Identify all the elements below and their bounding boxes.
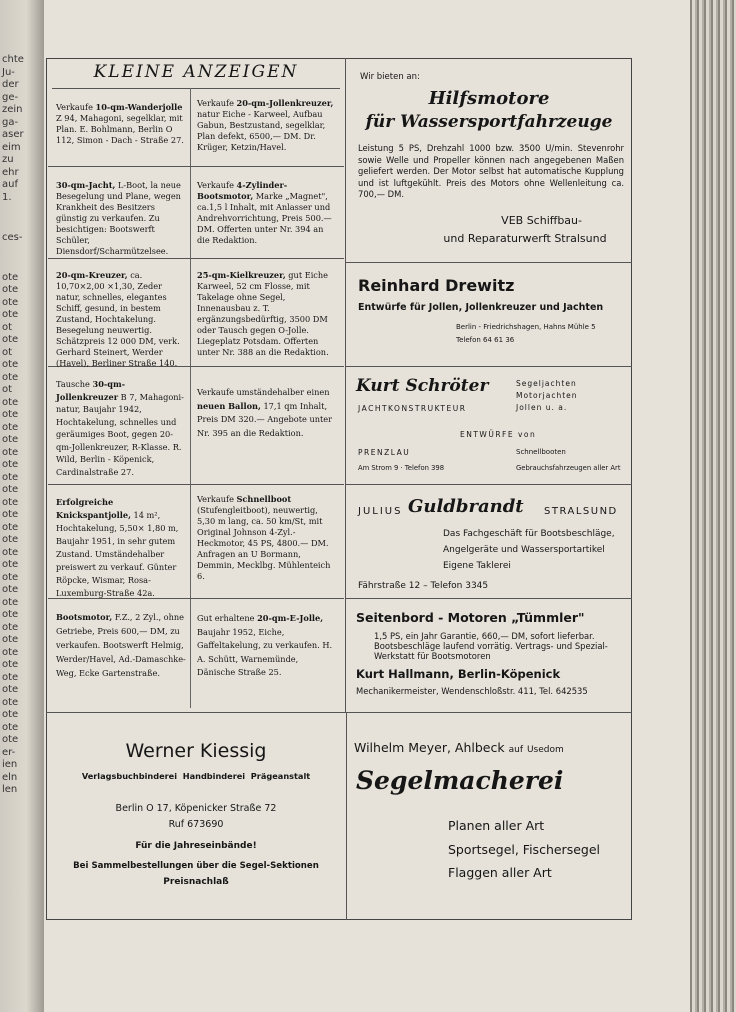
ad-headline: Segelmacherei bbox=[356, 766, 564, 795]
address: Fährstraße 12 – Telefon 3345 bbox=[358, 581, 489, 591]
classified-ad: 30-qm-Jacht, L-Boot, la neue Besegelung und Plane, wegen Krankheit des Besitzers günstig zu verkaufen. Zu besichtigen: Bootswerft Schüler, Diensdorf/Scharmützelsee. bbox=[56, 180, 181, 256]
classified-ad: Verkaufe umständehalber einen neuen Ballon, 17,1 qm Inhalt, Preis DM 320.— Angebote unter Nr. 395 an die Redaktion. bbox=[197, 387, 333, 438]
facing-page-word: ot bbox=[2, 384, 13, 395]
ad-body: 1,5 PS, ein Jahr Garantie, 660,— DM, sofort lieferbar. Bootsbeschläge laufend vorrätig. Vertrags- und Spezial-Werkstatt für Bootsmotoren bbox=[374, 631, 608, 661]
facing-page-word: ote bbox=[2, 646, 19, 658]
facing-page-word: ehr bbox=[2, 166, 19, 178]
company-name: Wilhelm Meyer, Ahlbeck auf Usedom bbox=[354, 740, 564, 755]
company-name: und Reparaturwerft Stralsund bbox=[443, 232, 607, 245]
classified-ad: Gut erhaltene 20-qm-E-Jolle, Baujahr 1952, Eiche, Gaffeltakelung, zu verkaufen. H. A. Schütt, Warnemünde, Dänische Straße 25. bbox=[197, 613, 333, 677]
facing-page-word: ote bbox=[2, 434, 19, 445]
facing-page-word: auf bbox=[2, 179, 18, 190]
facing-page-word: ote bbox=[2, 596, 19, 608]
ad-line: Flaggen aller Art bbox=[448, 865, 552, 880]
first-name: JULIUS bbox=[358, 506, 403, 517]
facing-page-word: ote bbox=[2, 621, 19, 633]
classified-ad: Erfolgreiche Knickspantjolle, 14 m², Hochtakelung, 5,50× 1,80 m, Baujahr 1951, in sehr gutem Zustand. Umständehalber preiswert zu verkauf. Günter Röpcke, Wismar, Rosa-Luxemburg-Straße 42a. bbox=[56, 497, 179, 598]
facing-page-word: ote bbox=[2, 634, 19, 645]
city: PRENZLAU bbox=[358, 448, 411, 457]
facing-page-word: ote bbox=[2, 584, 19, 595]
ad-headline: Hilfsmotore bbox=[428, 88, 550, 109]
facing-page-word: ote bbox=[2, 409, 19, 420]
company-name: Werner Kiessig bbox=[125, 740, 267, 762]
facing-page-word: ga- bbox=[2, 116, 19, 128]
ad-line: Für die Jahreseinbände! bbox=[135, 841, 257, 851]
facing-page-word: zu bbox=[2, 154, 14, 165]
offer-item: Segeljachten bbox=[516, 379, 577, 388]
ad-intro: Wir bieten an: bbox=[360, 72, 420, 82]
classified-ad: Verkaufe Schnellboot (Stufengleitboot), neuwertig, 5,30 m lang, ca. 50 km/St, mit Original Johnson 4-Zyl.-Heckmotor, 45 PS, 4800.— DM. Anfragen an U Bormann, Demmin, Mecklbg. Mühlenteich 6. bbox=[197, 494, 331, 581]
ad-line: Eigene Taklerei bbox=[443, 561, 511, 571]
ad-headline: Seitenbord - Motoren „Tümmler" bbox=[356, 610, 585, 625]
ad-line: Das Fachgeschäft für Bootsbeschläge, bbox=[443, 529, 615, 539]
facing-page-word: ote bbox=[2, 534, 19, 545]
classified-ad: Verkaufe 4-Zylinder-Bootsmotor, Marke „Magnet", ca.1,5 l Inhalt, mit Anlasser und Andrehvorrichtung, Preis 500.— DM. Offerten unter Nr. 394 an die Redaktion. bbox=[197, 180, 332, 245]
facing-page-word: chte bbox=[2, 54, 24, 65]
facing-page-word: Ju- bbox=[2, 66, 15, 78]
facing-page-word: ote bbox=[2, 459, 19, 470]
ad-tagline: Verlagsbuchbinderei Handbinderei Prägeanstalt bbox=[81, 771, 311, 781]
ad-line: Bei Sammelbestellungen über die Segel-Sektionen bbox=[73, 861, 319, 871]
offer-heading: ENTWÜRFE von bbox=[460, 430, 537, 439]
facing-page-word: ien bbox=[2, 759, 18, 770]
column-divider bbox=[346, 712, 347, 920]
classified-ad: Verkaufe 10-qm-Wanderjolle Z 94, Mahagoni, segelklar, mit Plan. E. Bohlmann, Berlin O 112, Simon - Dach - Straße 27. bbox=[56, 102, 184, 145]
facing-page-word: ot bbox=[2, 346, 13, 358]
facing-page-word: ote bbox=[2, 359, 19, 370]
facing-page-word: ot bbox=[2, 321, 13, 333]
company-name: Reinhard Drewitz bbox=[358, 276, 515, 295]
facing-page-edge bbox=[0, 0, 44, 1012]
offer-item: Schnellbooten bbox=[516, 448, 566, 456]
facing-page-word: ote bbox=[2, 296, 19, 308]
facing-page-word: ote bbox=[2, 421, 19, 433]
facing-page-word: ge- bbox=[2, 91, 19, 103]
facing-page-word: ote bbox=[2, 484, 19, 495]
divider bbox=[48, 484, 344, 485]
facing-page-word: ote bbox=[2, 271, 19, 283]
facing-page-word: ote bbox=[2, 571, 19, 583]
section-title: KLEINE ANZEIGEN bbox=[93, 62, 299, 82]
ad-headline: für Wassersportfahrzeuge bbox=[365, 112, 613, 132]
facing-page-word: ote bbox=[2, 521, 19, 533]
facing-page-word: zein bbox=[2, 104, 23, 115]
facing-page-word: ote bbox=[2, 509, 19, 520]
facing-page-word: ote bbox=[2, 396, 19, 408]
address: Am Strom 9 · Telefon 398 bbox=[358, 464, 445, 472]
facing-page-word: ote bbox=[2, 696, 19, 708]
facing-page-word: ote bbox=[2, 721, 19, 733]
facing-page-word: 1. bbox=[2, 191, 12, 203]
ad-tagline: Entwürfe für Jollen, Jollenkreuzer und Jachten bbox=[358, 302, 604, 313]
phone: Ruf 673690 bbox=[168, 819, 224, 830]
facing-page-word: ote bbox=[2, 496, 19, 508]
company-name: Kurt Schröter bbox=[356, 376, 489, 396]
divider bbox=[48, 258, 344, 259]
divider bbox=[346, 262, 632, 263]
facing-page-word: ote bbox=[2, 709, 19, 720]
facing-page-word: ote bbox=[2, 371, 19, 383]
divider bbox=[346, 598, 632, 599]
facing-page-word: ote bbox=[2, 734, 19, 745]
address: Berlin - Friedrichshagen, Hahns Mühle 5 bbox=[456, 323, 596, 331]
facing-page-word: er- bbox=[2, 746, 16, 758]
classified-ad: Tausche 30-qm-Jollenkreuzer B 7, Mahagoni-natur, Baujahr 1942, Hochtakelung, schnelles und geräumiges Boot, gegen 20-qm-Jollenkreuzer, R-Klasse. R. Wild, Berlin - Köpenick, Cardinalstraße 27. bbox=[56, 379, 184, 477]
divider bbox=[48, 166, 344, 167]
facing-page-word: eim bbox=[2, 141, 21, 153]
facing-page-word: ote bbox=[2, 334, 19, 345]
classified-ad: 20-qm-Kreuzer, ca. 10,70×2,00 ×1,30, Zeder natur, schnelles, elegantes Schiff, gesund, in bestem Zustand, Hochtakelung. Besegelung neuwertig. Schätzpreis 12 000 DM, verk. Gerhard Steinert, Werder (Havel), Berliner Straße 140. bbox=[56, 270, 180, 368]
facing-page-word: ote bbox=[2, 609, 19, 620]
facing-page-word: ote bbox=[2, 446, 19, 458]
facing-page-word: ote bbox=[2, 559, 19, 570]
company-name: Guldbrandt bbox=[408, 496, 524, 517]
facing-page-word: ote bbox=[2, 684, 19, 695]
ad-line: Planen aller Art bbox=[448, 818, 545, 833]
facing-page-word: ote bbox=[2, 546, 19, 558]
facing-page-word: len bbox=[2, 784, 18, 795]
facing-page-word: aser bbox=[2, 129, 24, 140]
offer-item: Motorjachten bbox=[516, 391, 578, 400]
facing-page-word: ces- bbox=[2, 231, 23, 243]
facing-page-word: ote bbox=[2, 671, 19, 683]
ad-line: Preisnachlaß bbox=[163, 877, 229, 887]
classified-ad: 25-qm-Kielkreuzer, gut Eiche Karweel, 52 cm Flosse, mit Takelage ohne Segel, Innenausbau z. T. ergänzungsbedürftig, 3500 DM oder Tausch gegen O-Jolle. Liegeplatz Potsdam. Offerten unter Nr. 388 an die Redaktion. bbox=[197, 270, 329, 357]
divider bbox=[52, 88, 340, 89]
ad-line: Sportsegel, Fischersegel bbox=[448, 842, 600, 857]
city: STRALSUND bbox=[544, 506, 618, 517]
divider bbox=[46, 712, 632, 713]
column-divider bbox=[190, 88, 191, 708]
divider bbox=[346, 484, 632, 485]
book-spine bbox=[690, 0, 736, 1012]
address: Berlin O 17, Köpenicker Straße 72 bbox=[115, 803, 277, 814]
role: JACHTKONSTRUKTEUR bbox=[358, 404, 467, 413]
offer-list bbox=[516, 378, 578, 414]
facing-page-word: der bbox=[2, 79, 19, 90]
offer-item: Jollen u. a. bbox=[516, 403, 568, 412]
classified-ad: Verkaufe 20-qm-Jollenkreuzer, natur Eiche - Karweel, Aufbau Gabun, Bestzustand, segelklar, Plan defekt, 6500,— DM. Dr. Krüger, Ketzin/Havel. bbox=[197, 98, 334, 152]
ad-body: Leistung 5 PS, Drehzahl 1000 bzw. 3500 U/min. Stevenrohr sowie Welle und Propeller können nach angegebenen Maßen geliefert werden. Der Motor selbst hat automatische Kupplung und ist luftgekühlt. Preis des Motors ohne Wellenleitung ca. 700,— DM. bbox=[358, 143, 624, 199]
divider bbox=[346, 366, 632, 367]
company-name: VEB Schiffbau- bbox=[501, 214, 582, 227]
address: Mechanikermeister, Wendenschloßstr. 411, Tel. 642535 bbox=[356, 686, 588, 696]
facing-page-word: eln bbox=[2, 771, 18, 783]
phone: Telefon 64 61 36 bbox=[456, 336, 515, 344]
ad-line: Angelgeräte und Wassersportartikel bbox=[443, 545, 605, 555]
company-name: Kurt Hallmann, Berlin-Köpenick bbox=[356, 667, 561, 681]
facing-page-word: ote bbox=[2, 659, 19, 670]
facing-page-word: ote bbox=[2, 309, 19, 320]
facing-page-word: ote bbox=[2, 471, 19, 483]
classified-ad: Bootsmotor, F.Z., 2 Zyl., ohne Getriebe, Preis 600,— DM, zu verkaufen. Bootswerft Helmig, Werder/Havel, Ad.-Damaschke-Weg, Ecke Gartenstraße. bbox=[56, 612, 186, 678]
offer-item: Gebrauchsfahrzeugen aller Art bbox=[516, 464, 621, 472]
facing-page-word: ote bbox=[2, 284, 19, 295]
